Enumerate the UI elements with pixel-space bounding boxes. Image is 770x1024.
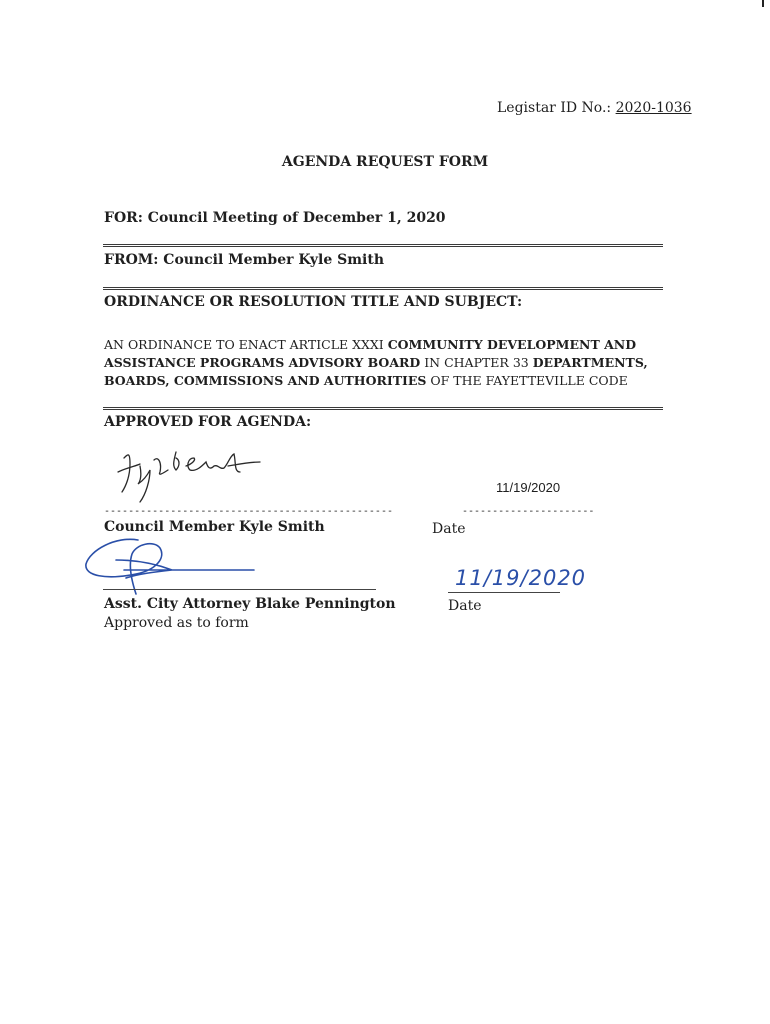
- divider: [103, 407, 663, 410]
- council-member-date: 11/19/2020: [496, 480, 561, 495]
- council-member-name: Council Member Kyle Smith: [104, 519, 325, 535]
- approved-heading: APPROVED FOR AGENDA:: [104, 414, 312, 430]
- date-label: Date: [432, 521, 466, 537]
- ordinance-text-part: IN CHAPTER 33: [420, 355, 533, 370]
- divider: [103, 287, 663, 290]
- attorney-name: Asst. City Attorney Blake Pennington: [104, 596, 396, 612]
- legistar-id: [497, 100, 692, 116]
- ordinance-heading: ORDINANCE OR RESOLUTION TITLE AND SUBJECT:: [104, 294, 523, 310]
- legistar-label: Legistar ID No.:: [497, 100, 612, 116]
- attorney-handwritten-date: 11/19/2020: [455, 566, 587, 590]
- form-title: AGENDA REQUEST FORM: [281, 154, 489, 170]
- signature-line-right: ----------------------: [462, 506, 595, 517]
- ordinance-text-bold: COMMUNITY DEVELOPMENT AND ASSISTANCE PROGRAMS ADVISORY BOARD: [104, 337, 637, 370]
- scan-edge-mark: [762, 0, 764, 7]
- ordinance-text-bold: DEPARTMENTS, BOARDS, COMMISSIONS AND AUTHORITIES: [104, 355, 648, 388]
- date-label: Date: [448, 598, 482, 614]
- ordinance-text-part: AN ORDINANCE TO ENACT ARTICLE XXXI: [104, 337, 388, 352]
- attorney-signature-line: [103, 589, 376, 590]
- approved-as-to-form: Approved as to form: [104, 615, 249, 631]
- attorney-date-line: [448, 592, 560, 593]
- for-line: FOR: Council Meeting of December 1, 2020: [104, 210, 446, 226]
- from-line: FROM: Council Member Kyle Smith: [104, 252, 385, 268]
- council-member-signature: [110, 436, 270, 506]
- divider: [103, 244, 663, 247]
- legistar-number: 2020-1036: [615, 100, 692, 116]
- ordinance-title-text: [104, 336, 664, 390]
- ordinance-text-part: OF THE FAYETTEVILLE CODE: [426, 373, 628, 388]
- signature-line-left: ------------------------------------------------: [104, 506, 393, 517]
